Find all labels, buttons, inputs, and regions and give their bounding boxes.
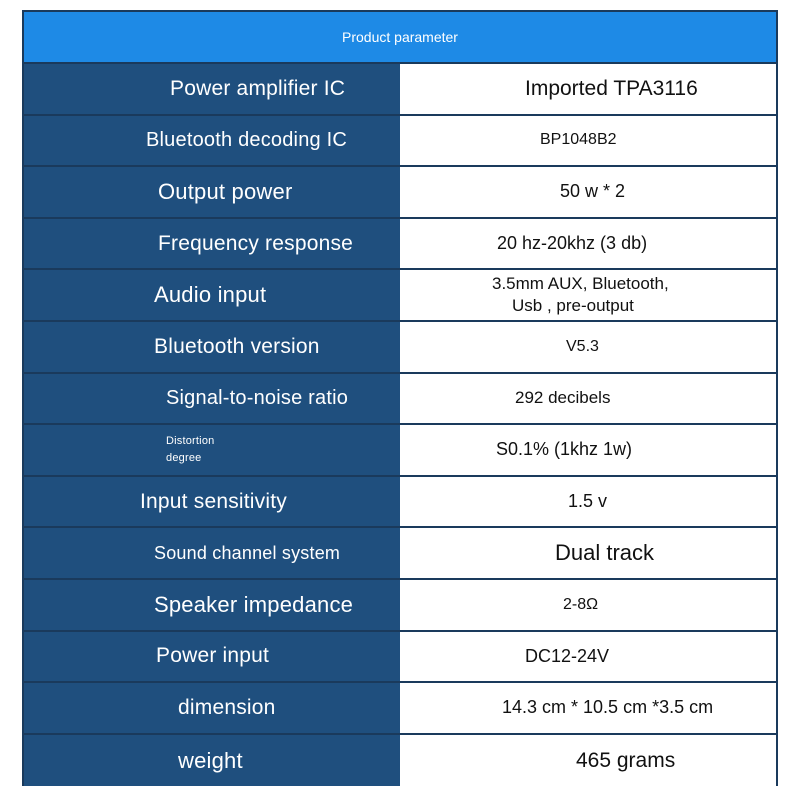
parameter-label: Power amplifier IC xyxy=(24,64,400,114)
parameter-label: Power input xyxy=(24,632,400,682)
parameter-value-line: Usb , pre-output xyxy=(512,296,634,316)
table-row xyxy=(24,580,776,632)
parameter-label: Output power xyxy=(24,167,400,217)
table-row xyxy=(24,735,776,787)
parameter-value: 1.5 v xyxy=(400,477,776,527)
parameter-label: Frequency response xyxy=(24,219,400,269)
table-row xyxy=(24,270,776,322)
parameter-value: 465 grams xyxy=(400,735,776,787)
parameter-value: BP1048B2 xyxy=(400,116,776,166)
parameter-value: 2-8Ω xyxy=(400,580,776,630)
parameter-value xyxy=(400,270,776,320)
table-row xyxy=(24,374,776,426)
table-row xyxy=(24,64,776,116)
parameter-rows xyxy=(24,64,776,786)
parameter-label: Input sensitivity xyxy=(24,477,400,527)
parameter-label: Bluetooth version xyxy=(24,322,400,372)
table-header: Product parameter xyxy=(24,12,776,64)
parameter-label: Speaker impedance xyxy=(24,580,400,630)
parameter-value: Imported TPA3116 xyxy=(400,64,776,114)
table-row xyxy=(24,477,776,529)
table-row xyxy=(24,322,776,374)
table-row xyxy=(24,425,776,477)
product-parameter-table xyxy=(22,10,778,786)
parameter-value: 50 w * 2 xyxy=(400,167,776,217)
table-row xyxy=(24,683,776,735)
parameter-label: Distortion degree xyxy=(24,425,400,475)
parameter-value: 20 hz-20khz (3 db) xyxy=(400,219,776,269)
parameter-value: 292 decibels xyxy=(400,374,776,424)
table-row xyxy=(24,167,776,219)
parameter-value: 14.3 cm * 10.5 cm *3.5 cm xyxy=(400,683,776,733)
table-row xyxy=(24,219,776,271)
parameter-value: V5.3 xyxy=(400,322,776,372)
parameter-value-line: 3.5mm AUX, Bluetooth, xyxy=(492,274,669,294)
parameter-label: Audio input xyxy=(24,270,400,320)
table-row xyxy=(24,632,776,684)
parameter-label: Bluetooth decoding IC xyxy=(24,116,400,166)
parameter-value: S0.1% (1khz 1w) xyxy=(400,425,776,475)
table-row xyxy=(24,528,776,580)
parameter-value: DC12-24V xyxy=(400,632,776,682)
parameter-value: Dual track xyxy=(400,528,776,578)
parameter-label: dimension xyxy=(24,683,400,733)
parameter-label: weight xyxy=(24,735,400,787)
table-row xyxy=(24,116,776,168)
parameter-label: Signal-to-noise ratio xyxy=(24,374,400,424)
parameter-label: Sound channel system xyxy=(24,528,400,578)
